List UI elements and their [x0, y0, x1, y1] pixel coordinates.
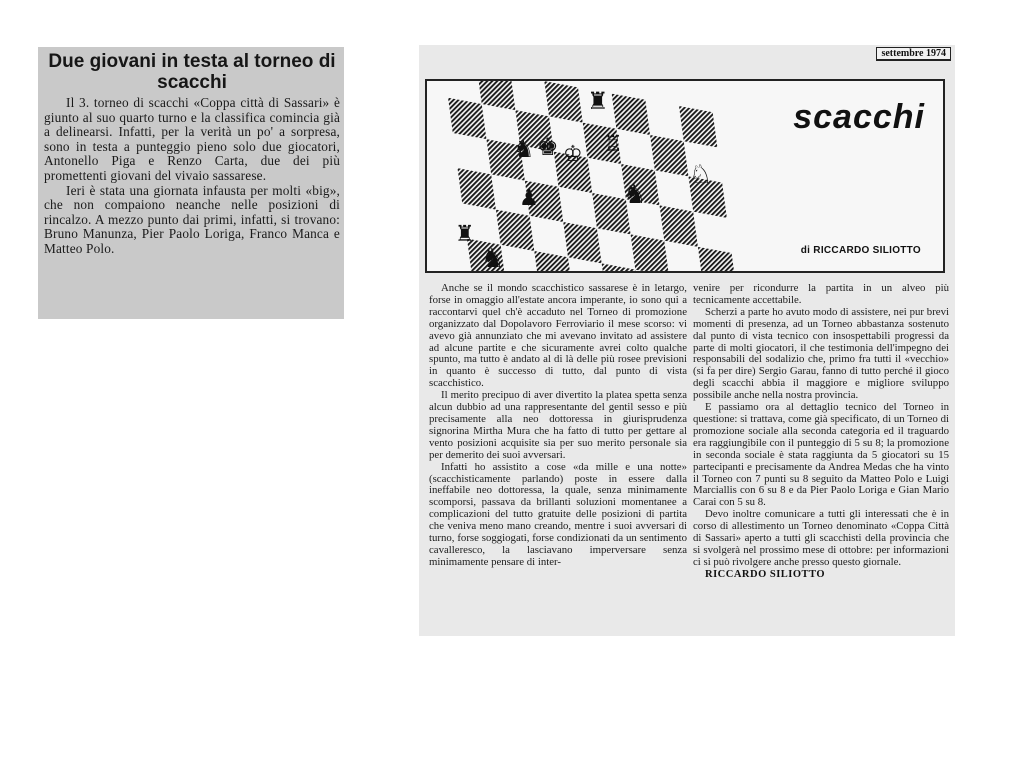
knight-icon: ♞: [623, 180, 647, 210]
board-square: [660, 205, 698, 246]
clipping-left: [38, 47, 344, 319]
article-paragraph: Scherzi a parte ho avuto modo di assistere, nei pur brevi momenti di presenza, ad un Torneo abbastanza sostenuto dal punto di vista tecnico con insospettabili progressi da parte di molti giocatori, il che testimonia dell'impegno dei responsabili del sodalizio che, primo fra tutti il «vecchio» (si fa per dire) Sergio Garau, fanno di tutto perché il gioco degli scacchi abbia il maggiore e migliore sviluppo possibile anche nella nostra provincia.: [693, 305, 949, 402]
article-paragraph: Devo inoltre comunicare a tutti gli interessati che è in corso di allestimento un Torneo denominato «Coppa Città di Sassari» aperto a tutti gli scacchisti della provincia che si svolgerà nel prossimo mese di ottobre: per informazioni ci si può rivolgere anche presso questo giornale.: [693, 508, 949, 568]
king-icon: ♔: [563, 142, 583, 167]
article-column-left: [429, 283, 687, 569]
pawn-icon: ♟: [519, 186, 539, 211]
article-paragraph: Il merito precipuo di aver divertito la platea spetta senza alcun dubbio ad una rappresentante del gentil sesso e più precisamente alla neo dottoressa in giurisprudenza signorina Mirtha Mura che ha fatto di tutto per gettare al vento posizioni acquisite sia per suo merito personale sia per demerito dei suoi avversari.: [429, 389, 687, 461]
board-square: [602, 263, 640, 273]
board-square: [458, 168, 496, 209]
clipping-left-paragraph: Ieri è stata una giornata infausta per molti «big», che non compaiono neanche nelle posizioni di rincalzo. A mezzo punto dai primi, infatti, si trovano: Bruno Manunza, Pier Paolo Loriga, Franco Manca e Matteo Polo.: [44, 182, 340, 256]
issue-date: settembre 1974: [876, 47, 951, 61]
knight-icon: ♞: [481, 244, 505, 274]
knight-icon: ♘: [689, 160, 713, 190]
rook-icon: ♜: [587, 87, 609, 115]
signature: RICCARDO SILIOTTO: [705, 568, 826, 580]
board-square: [544, 81, 582, 122]
rook-icon: ♖: [603, 132, 623, 157]
article-column-right: [693, 283, 949, 581]
article-paragraph: Anche se il mondo scacchistico sassarese è in letargo, forse in omaggio all'estate ancora imperante, io sono qui a raccontarvi quel ch'è accaduto nel Torneo di promozione organizzato dal Dopolavoro Ferroviario il mese scorso: vi avevo già annunziato che mi avevano invitato ad assistere ad alcune partite e che sicuramente avrei colto qualche spunto, ma tutto è andato al di là delle più rosee previsioni in quanto è successo di tutto, dal punto di vista scacchistico.: [429, 282, 687, 390]
article-paragraph: venire per ricondurre la partita in un alveo più tecnicamente accettabile.: [693, 282, 949, 306]
clipping-left-headline: Due giovani in testa al torneo di scacchi: [48, 51, 336, 93]
clipping-right: [419, 45, 955, 636]
column-banner: [425, 79, 945, 273]
article-paragraph: E passiamo ora al dettaglio tecnico del Torneo in questione: si trattava, come già specificato, di un Torneo di promozione sociale alla seconda categoria ed il traguardo era raggiungibile con il punteggio di 5 su 8; la promozione in seconda sociale è stata raggiunta da 5 giocatori su 15 partecipanti e precisamente da Andrea Medas che ha vinto il Torneo con 7 punti su 8 seguito da Matteo Polo e Luigi Marciallis con 6 su 8 e da Pier Paolo Loriga e Gian Mario Carai con 5 su 8.: [693, 401, 949, 509]
board-square: [563, 222, 601, 263]
knight-icon: ♞: [513, 135, 535, 163]
king-icon: ♚: [537, 133, 559, 161]
board-square: [631, 234, 669, 273]
board-square: [534, 251, 572, 273]
board-square: [612, 94, 650, 135]
board-square: [448, 98, 486, 139]
clipping-left-paragraph: Il 3. torneo di scacchi «Coppa città di Sassari» è giunto al suo quarto turno e la classifica comincia già a delinearsi. Infatti, per la verità un po' a sorpresa, sono in testa a punteggio pieno solo due giocatori, Antonello Piga e Renzo Carta, due dei più promettenti giovani del vivaio sassarese.: [44, 95, 340, 183]
rook-icon: ♜: [455, 222, 475, 247]
board-square: [477, 81, 515, 110]
column-title: scacchi: [793, 98, 925, 136]
byline: di RICCARDO SILIOTTO: [800, 245, 921, 256]
board-square: [650, 135, 688, 176]
article-paragraph: Infatti ho assistito a cose «da mille e una notte» (scacchisticamente parlando) poste in essere dalla ineffabile neo dottoressa, la quale, senza minimamente scomporsi, passava da brillanti soluzioni momentanee a complicazioni del tutto gratuite delle posizioni di partita che veniva meno mano creando, mentre i suoi avversari di turno, forse soggiogati, forse condizionati da un sentimento cavalleresco, la lasciavano imperversare senza minimamente pensare di inter-: [429, 460, 687, 568]
